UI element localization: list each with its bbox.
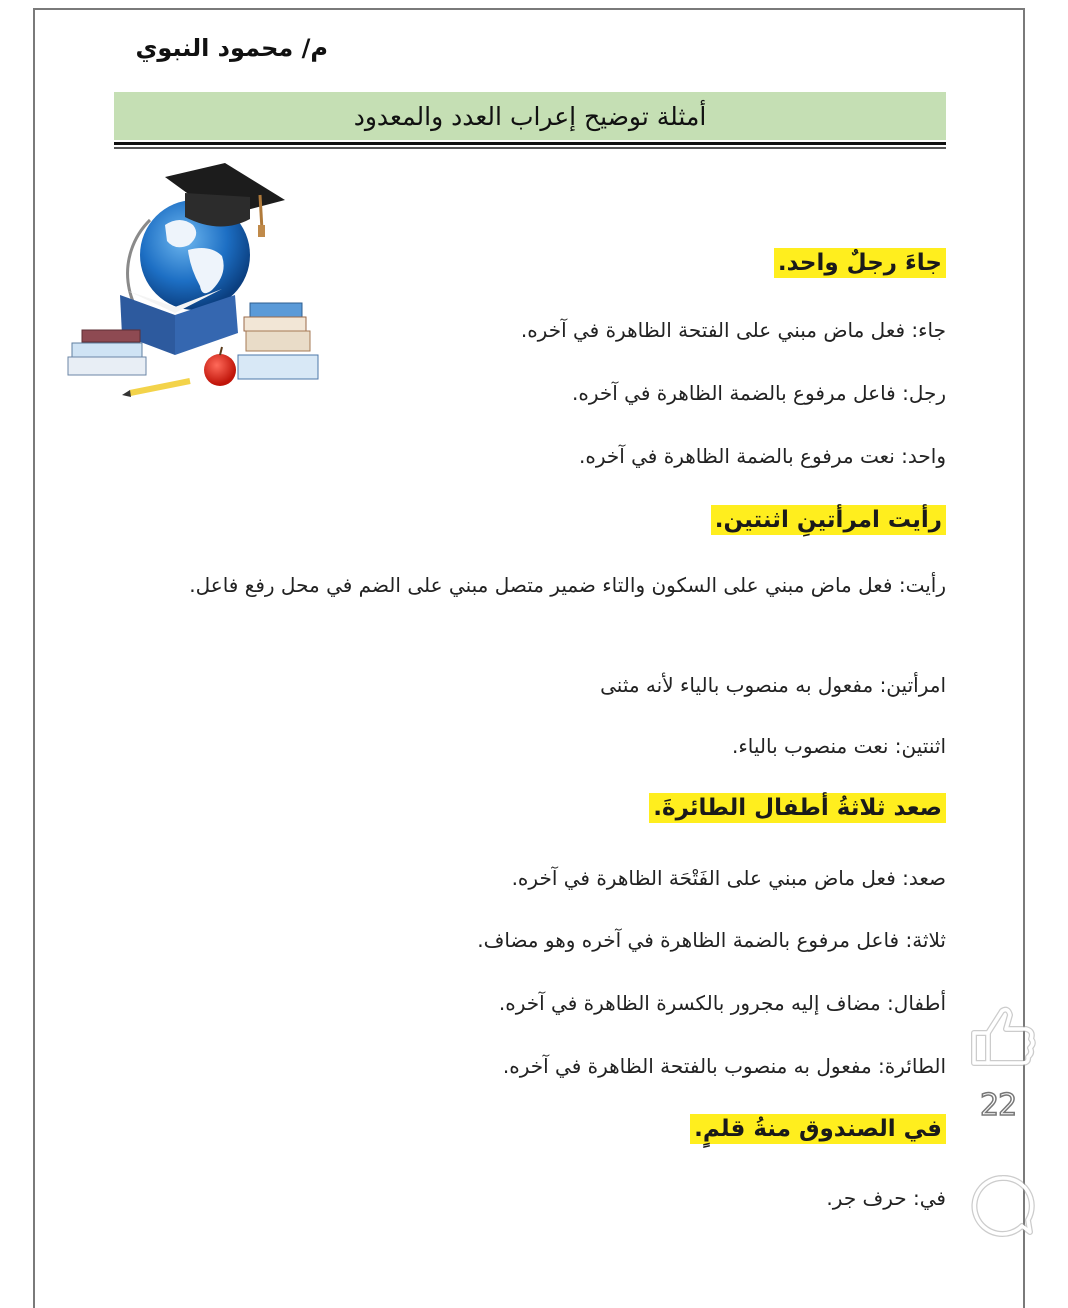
analysis-line: واحد: نعت مرفوع بالضمة الظاهرة في آخره. [578,444,946,468]
comment-bubble-icon[interactable] [966,1172,1038,1242]
analysis-line: ثلاثة: فاعل مرفوع بالضمة الظاهرة في آخره وهو مضاف. [477,928,946,952]
education-illustration-icon [60,155,330,405]
analysis-line: رأيت: فعل ماض مبني على السكون والتاء ضمير متصل مبني على الضم في محل رفع فاعل. [189,573,946,597]
analysis-line: الطائرة: مفعول به منصوب بالفتحة الظاهرة في آخره. [502,1054,946,1078]
apple-icon [204,347,236,386]
example-sentence: رأيت امرأتينِ اثنتين. [711,505,946,535]
analysis-line: اثنتين: نعت منصوب بالياء. [731,734,946,758]
pencil-icon [122,381,190,397]
analysis-line: رجل: فاعل مرفوع بالضمة الظاهرة في آخره. [572,381,946,405]
title-underline [114,142,946,145]
example-sentence: في الصندوق منةُ قلمٍ. [690,1114,946,1144]
like-count: 22 [980,1088,1017,1123]
author-name: م/ محمود النبوي [135,34,328,62]
analysis-line: امرأتين: مفعول به منصوب بالياء لأنه مثنى [600,673,946,697]
example-sentence: صعد ثلاثةُ أطفال الطائرةَ. [649,793,946,823]
title-band [114,92,946,140]
analysis-line: صعد: فعل ماض مبني على الفَتْحَة الظاهرة في آخره. [511,866,946,890]
example-sentence: جاءَ رجلٌ واحد. [774,248,946,278]
analysis-line: أطفال: مضاف إليه مجرور بالكسرة الظاهرة في آخره. [498,991,946,1015]
analysis-line: في: حرف جر. [826,1186,946,1210]
thumbs-up-icon[interactable] [966,1003,1038,1073]
analysis-line: جاء: فعل ماض مبني على الفتحة الظاهرة في آخره. [520,318,946,342]
title-underline-secondary [114,147,946,149]
document-title: أمثلة توضيح إعراب العدد والمعدود [353,101,707,131]
